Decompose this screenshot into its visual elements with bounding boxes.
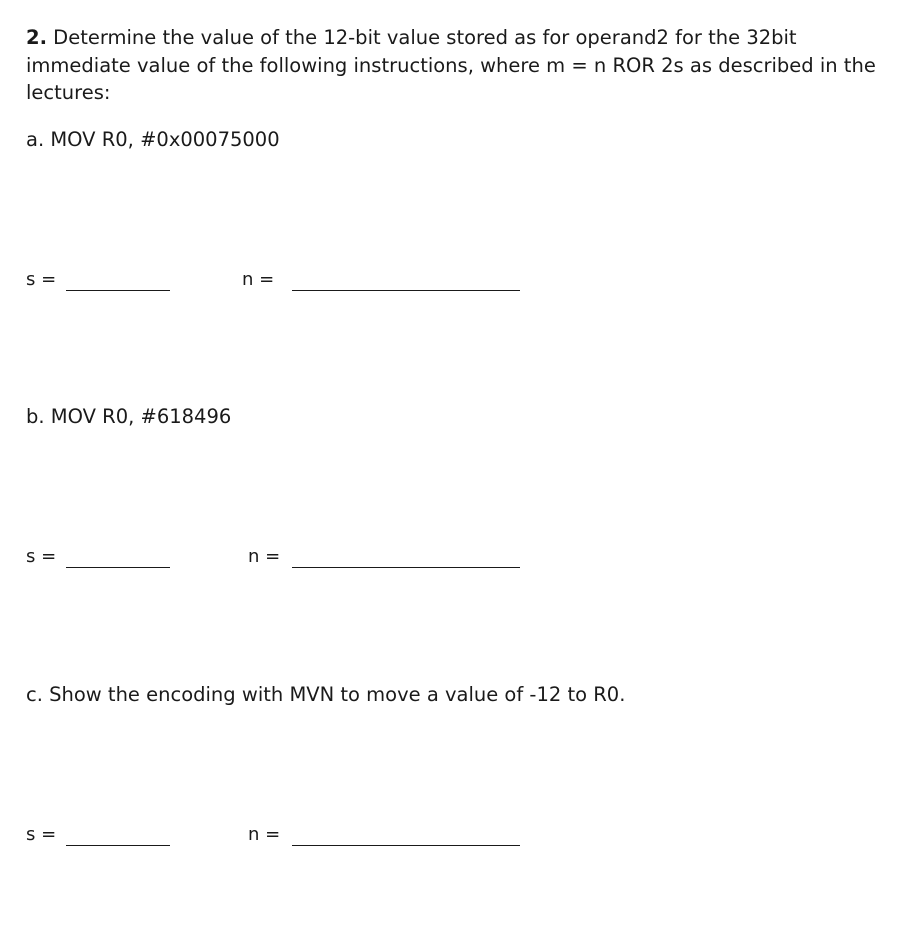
- part-a-s-blank[interactable]: [66, 290, 170, 291]
- part-b-label: b. MOV R0, #618496: [26, 405, 232, 428]
- part-c-n-label: n =: [248, 824, 281, 845]
- part-b-answer-row: [26, 545, 546, 575]
- part-a-label: a. MOV R0, #0x00075000: [26, 128, 280, 151]
- part-c-label: c. Show the encoding with MVN to move a value of -12 to R0.: [26, 683, 626, 706]
- part-c-s-label: s =: [26, 824, 57, 845]
- part-b-s-blank[interactable]: [66, 567, 170, 568]
- part-c-n-blank[interactable]: [292, 845, 520, 846]
- part-a-s-label: s =: [26, 269, 57, 290]
- question-prompt: Determine the value of the 12-bit value stored as for operand2 for the 32bit immediate value of the following instructions, where m = n ROR 2s as described in the lectures:: [26, 26, 876, 104]
- part-a-n-label: n =: [242, 269, 275, 290]
- part-a-n-blank[interactable]: [292, 290, 520, 291]
- part-c-answer-row: [26, 823, 546, 853]
- part-b-s-label: s =: [26, 546, 57, 567]
- question-number: 2.: [26, 26, 47, 49]
- question-text: [26, 24, 896, 107]
- part-a-answer-row: [26, 268, 546, 298]
- part-c-s-blank[interactable]: [66, 845, 170, 846]
- part-b-n-blank[interactable]: [292, 567, 520, 568]
- part-b-n-label: n =: [248, 546, 281, 567]
